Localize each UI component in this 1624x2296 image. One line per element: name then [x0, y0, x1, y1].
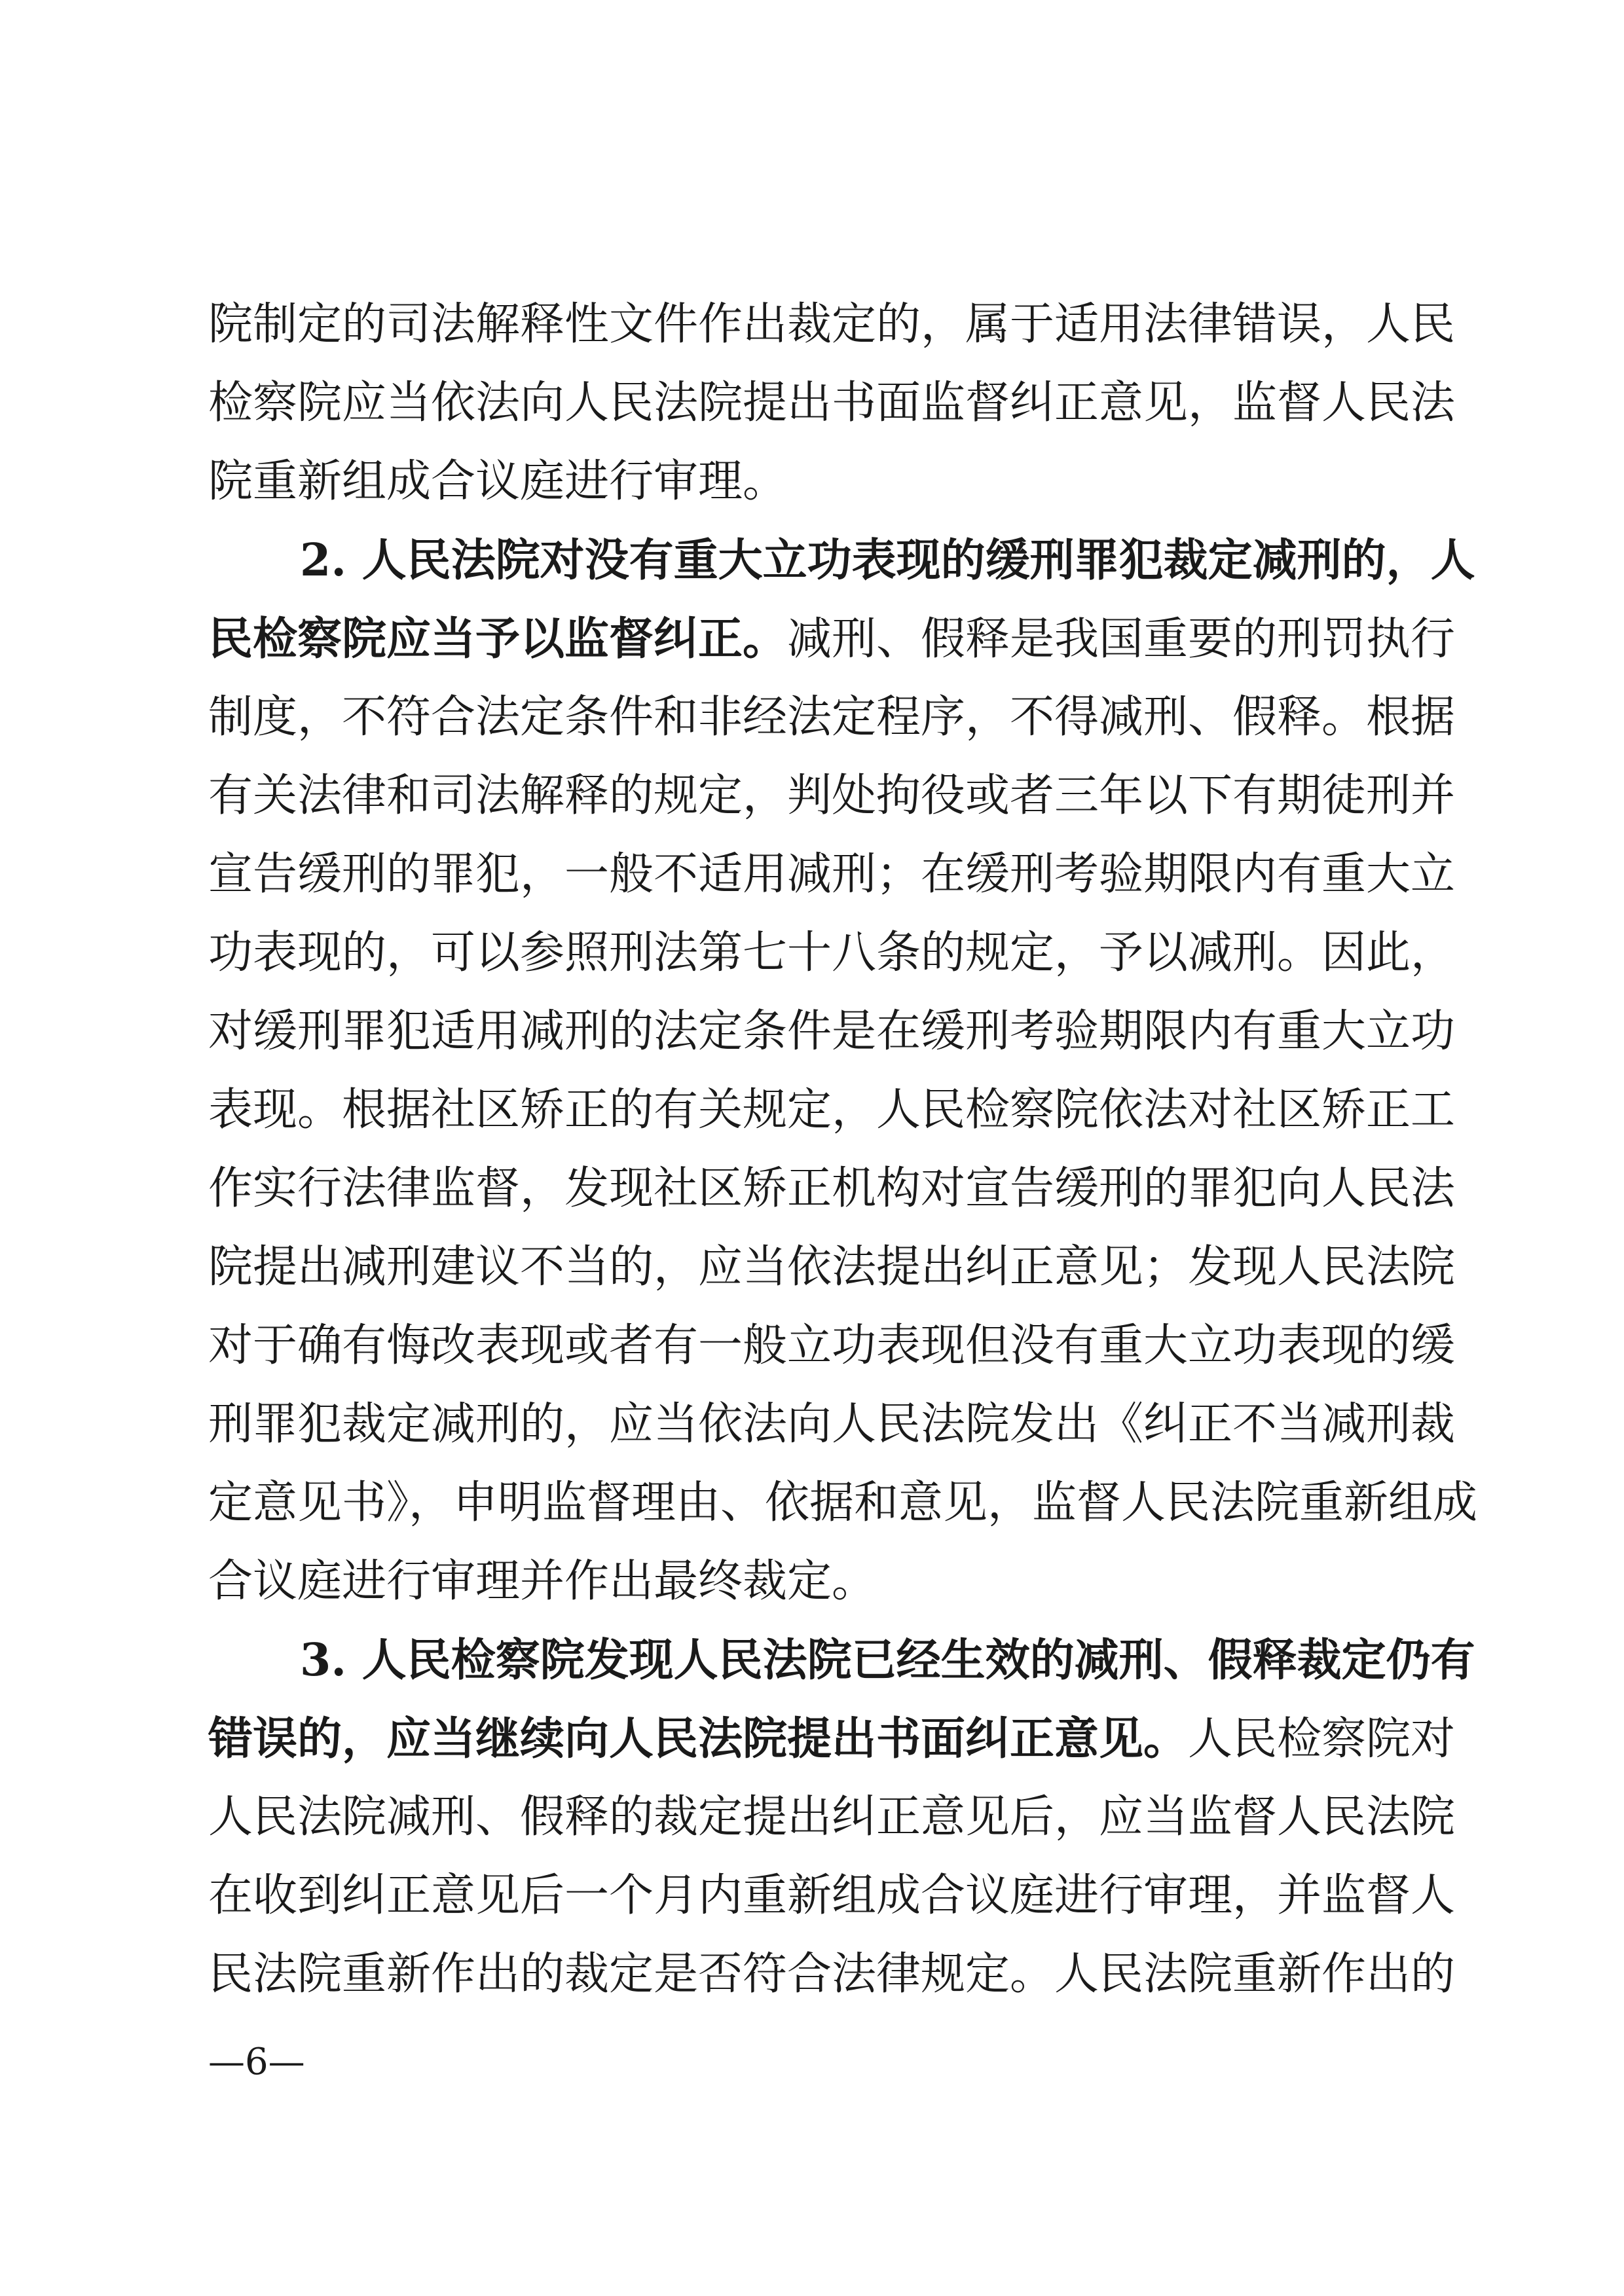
item-3-heading-line: 3. 人民检察院发现人民法院已经生效的减刑、假释裁定仍有 — [300, 1634, 1475, 1686]
paragraph-line: 功表现的，可以参照刑法第七十八条的规定，予以减刑。因此， — [208, 927, 1456, 979]
item-2-heading-end: 民检察院应当予以监督纠正。 — [208, 613, 788, 665]
paragraph-line: 合议庭进行审理并作出最终裁定。 — [208, 1556, 877, 1607]
paragraph-line: 作实行法律监督，发现社区矫正机构对宣告缓刑的罪犯向人民法 — [208, 1163, 1456, 1214]
paragraph-line: 人民法院减刑、假释的裁定提出纠正意见后，应当监督人民法院 — [208, 1791, 1456, 1843]
item-3-heading-end: 错误的，应当继续向人民法院提出书面纠正意见。 — [208, 1713, 1189, 1765]
paragraph-line: 检察院应当依法向人民法院提出书面监督纠正意见，监督人民法 — [208, 377, 1456, 429]
paragraph-line: 有关法律和司法解释的规定，判处拘役或者三年以下有期徒刑并 — [208, 770, 1456, 822]
paragraph-line: 定意见书》，申明监督理由、依据和意见，监督人民法院重新组成 — [208, 1477, 1478, 1529]
paragraph-line: 表现。根据社区矫正的有关规定，人民检察院依法对社区矫正工 — [208, 1084, 1456, 1136]
paragraph-line: 在收到纠正意见后一个月内重新组成合议庭进行审理，并监督人 — [208, 1870, 1456, 1922]
item-2-heading-line: 2. 人民法院对没有重大立功表现的缓刑罪犯裁定减刑的，人 — [300, 534, 1475, 587]
paragraph-line: 刑罪犯裁定减刑的，应当依法向人民法院发出《纠正不当减刑裁 — [208, 1398, 1456, 1450]
paragraph-line: 院重新组成合议庭进行审理。 — [208, 456, 788, 507]
item-2-line — [208, 600, 1456, 678]
paragraph-line: 宣告缓刑的罪犯，一般不适用减刑；在缓刑考验期限内有重大立 — [208, 848, 1456, 900]
paragraph-line: 院提出减刑建议不当的，应当依法提出纠正意见；发现人民法院 — [208, 1241, 1456, 1293]
paragraph-line: 对于确有悔改表现或者有一般立功表现但没有重大立功表现的缓 — [208, 1320, 1456, 1372]
item-3-body-start: 人民检察院对 — [1188, 1713, 1456, 1765]
item-3-line — [208, 1700, 1456, 1778]
page-number: —6— — [208, 2041, 305, 2083]
paragraph-line: 对缓刑罪犯适用减刑的法定条件是在缓刑考验期限内有重大立功 — [208, 1006, 1456, 1057]
paragraph-line: 制度，不符合法定条件和非经法定程序，不得减刑、假释。根据 — [208, 691, 1456, 743]
paragraph-line: 院制定的司法解释性文件作出裁定的，属于适用法律错误，人民 — [208, 299, 1456, 350]
item-2-body-start: 减刑、假释是我国重要的刑罚执行 — [787, 613, 1456, 665]
paragraph-line: 民法院重新作出的裁定是否符合法律规定。人民法院重新作出的 — [208, 1948, 1456, 2000]
